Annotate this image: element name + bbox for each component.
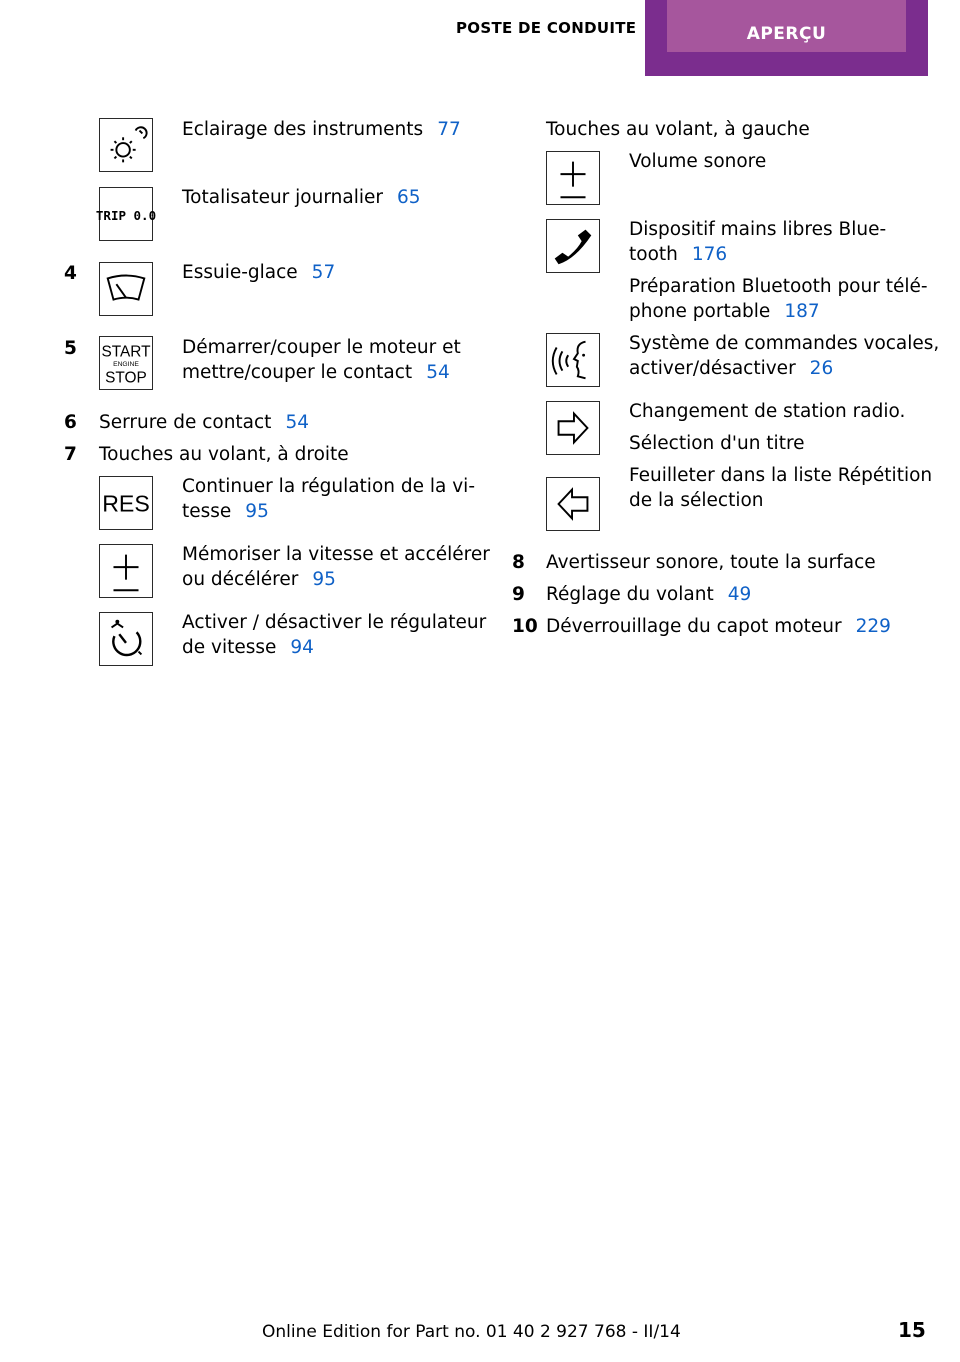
start-stop-label: Démarrer/couper le moteur et mettre/couper le contact 54 xyxy=(182,337,461,383)
trip-odometer-icon xyxy=(95,187,157,241)
radio-station-label: Changement de station radio. Sélection d'un titre xyxy=(629,401,906,454)
page-link[interactable]: 94 xyxy=(290,637,314,658)
svg-text:RES: RES xyxy=(102,490,150,517)
plus-minus-icon xyxy=(99,544,153,598)
instrument-lighting-label: Eclairage des instruments 77 xyxy=(182,119,461,140)
resume-cruise-label: Continuer la régulation de la vi- tesse 95 xyxy=(182,476,476,522)
item-number: 8 xyxy=(512,552,525,573)
horn-label: Avertisseur sonore, toute la surface xyxy=(546,552,876,573)
trip-label: Totalisateur journalier 65 xyxy=(182,187,421,208)
page-link[interactable]: 176 xyxy=(691,244,728,265)
page-link[interactable]: 95 xyxy=(245,501,269,522)
page-link[interactable]: 54 xyxy=(426,362,450,383)
ignition-lock-label: Serrure de contact 54 xyxy=(99,412,309,433)
svg-text:ENGINE: ENGINE xyxy=(113,360,139,368)
volume-label: Volume sonore xyxy=(629,151,767,172)
footer-edition: Online Edition for Part no. 01 40 2 927 768 - II/14 xyxy=(262,1322,681,1342)
set-speed-label: Mémoriser la vitesse et accélérer ou décélérer 95 xyxy=(182,544,490,590)
item-number: 10 xyxy=(512,616,538,637)
phone-icon xyxy=(546,219,600,273)
header-tab-label: APERÇU xyxy=(667,0,906,52)
page-link[interactable]: 54 xyxy=(285,412,309,433)
browse-list-label: Feuilleter dans la liste Répétition de la sélection xyxy=(629,465,933,511)
wiper-icon xyxy=(99,262,153,316)
hood-release-label: Déverrouillage du capot moteur 229 xyxy=(546,616,891,637)
cruise-control-icon xyxy=(99,612,153,666)
volume-icon xyxy=(546,151,600,205)
voice-command-label: Système de commandes vocales, activer/désactiver 26 xyxy=(629,333,940,379)
page-link[interactable]: 95 xyxy=(312,569,336,590)
left-wheel-buttons-heading: Touches au volant, à gauche xyxy=(546,119,810,140)
item-number: 6 xyxy=(64,412,77,433)
wiper-label: Essuie-glace 57 xyxy=(182,262,336,283)
page-link[interactable]: 57 xyxy=(311,262,336,283)
right-wheel-buttons-label: Touches au volant, à droite xyxy=(99,444,349,465)
header-section-title: POSTE DE CONDUITE xyxy=(456,19,637,37)
item-number: 4 xyxy=(64,263,77,284)
item-number: 7 xyxy=(64,444,77,465)
header-tab[interactable] xyxy=(645,0,928,76)
steering-adjust-label: Réglage du volant 49 xyxy=(546,584,752,605)
page-link[interactable]: 65 xyxy=(396,187,421,208)
page-link[interactable]: 77 xyxy=(437,119,461,140)
page-link[interactable]: 26 xyxy=(809,358,834,379)
item-number: 9 xyxy=(512,584,525,605)
svg-text:START: START xyxy=(101,343,151,361)
bluetooth-prep-label: Préparation Bluetooth pour télé- phone portable 187 xyxy=(629,276,928,322)
item-number: 5 xyxy=(64,338,77,359)
instrument-lighting-icon xyxy=(99,118,153,172)
res-icon xyxy=(99,476,153,530)
arrow-left-icon xyxy=(546,477,600,531)
page-number: 15 xyxy=(898,1318,926,1342)
voice-command-icon xyxy=(546,333,600,387)
arrow-right-icon xyxy=(546,401,600,455)
start-stop-icon xyxy=(99,336,153,390)
page-link[interactable]: 49 xyxy=(727,584,752,605)
svg-text:TRIP 0.0: TRIP 0.0 xyxy=(95,207,157,223)
svg-text:STOP: STOP xyxy=(105,369,147,387)
page-link[interactable]: 187 xyxy=(784,301,820,322)
handsfree-label: Dispositif mains libres Blue- tooth 176 xyxy=(629,219,887,265)
page-link[interactable]: 229 xyxy=(855,616,891,637)
cruise-toggle-label: Activer / désactiver le régulateur de vitesse 94 xyxy=(182,612,487,658)
